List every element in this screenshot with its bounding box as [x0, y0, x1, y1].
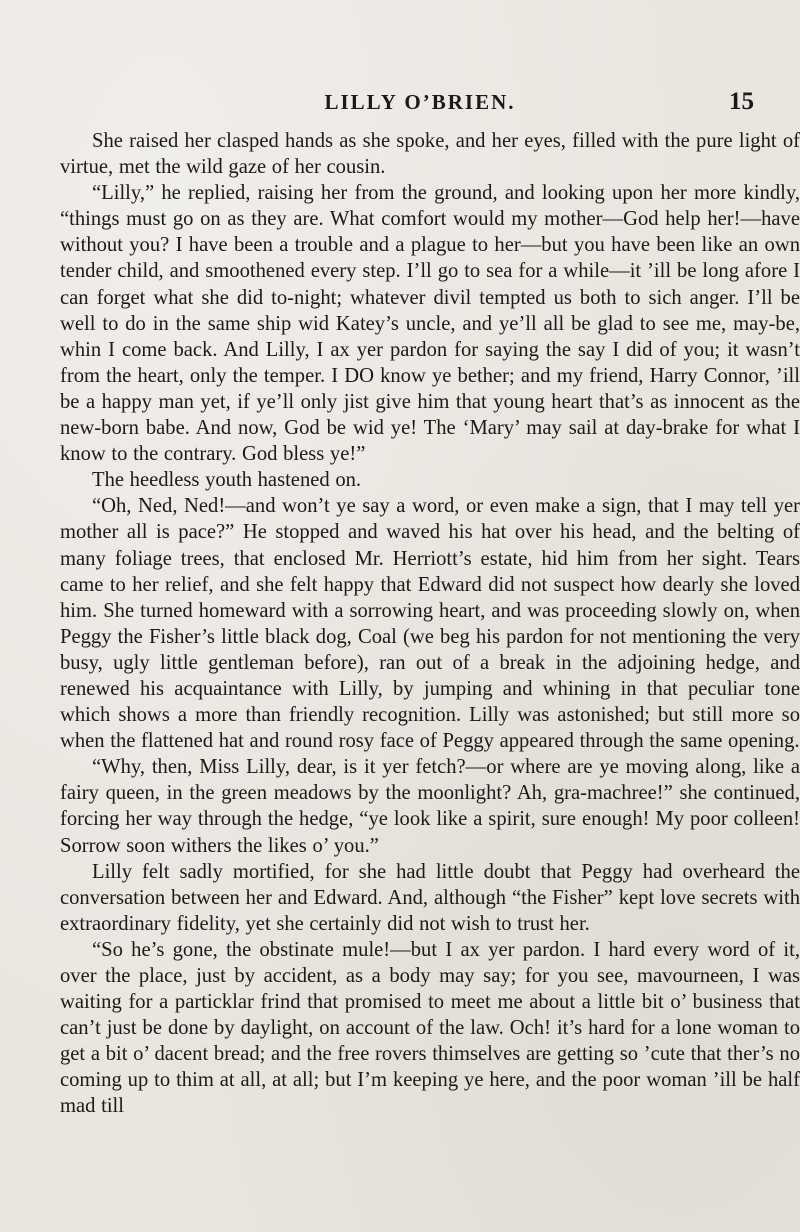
body-text [60, 128, 800, 1120]
paragraph: “Why, then, Miss Lilly, dear, is it yer fetch?—or where are ye moving along, like a fairy queen, in the green meadows by the moonlight? Ah, gra-machree!” she continued, forcing her way through the hedge, “ye look like a spirit, sure enough! My poor colleen! Sorrow soon withers the likes o’ you.” [60, 756, 800, 857]
running-title: LILLY O’BRIEN. [324, 90, 516, 114]
paragraph: The heedless youth hastened on. [92, 469, 362, 492]
paragraph: She raised her clasped hands as she spoke, and her eyes, filled with the pure light of virtue, met the wild gaze of her cousin. [60, 130, 800, 179]
running-head [60, 88, 780, 118]
paragraph: “So he’s gone, the obstinate mule!—but I ax yer pardon. I hard every word of it, over the place, just by accident, as a body may say; for you see, mavourneen, I was waiting for a particklar frind that promised to meet me about a little bit o’ business that can’t just be done by daylight, on account of the law. Och! it’s hard for a lone woman to get a bit o’ dacent bread; and the free rovers thimselves are getting so ’cute that ther’s no coming up to thim at all, at all; but I’m keeping ye here, and the poor woman ’ill be half mad till [60, 938, 800, 1118]
paragraph: Lilly felt sadly mortified, for she had little doubt that Peggy had overheard the conversation between her and Edward. And, although “the Fisher” kept love secrets with extraordinary fidelity, yet she certainly did not wish to trust her. [60, 860, 800, 935]
page-number: 15 [729, 88, 754, 115]
paragraph: “Lilly,” he replied, raising her from the ground, and looking upon her more kindly, “things must go on as they are. What comfort would my mother—God help her!—have without you? I have been a trouble and a plague to her—but you have been like an own tender child, and smoothened every step. I’ll go to sea for a while—it ’ill be long afore I can forget what she did to-night; whatever divil tempted us both to sich anger. I’ll be well to do in the same ship wid Katey’s uncle, and ye’ll all be glad to see me, may-be, whin I come back. And Lilly, I ax yer pardon for saying the say I did of you; it wasn’t from the heart, only the temper. I DO know ye bether; and my friend, Harry Connor, ’ill be a happy man yet, if ye’ll only jist give him that young heart that’s as innocent as the new-born babe. And now, God be wid ye! The ‘Mary’ may sail at day-brake for what I know to the contrary. God bless ye!” [60, 182, 800, 466]
paragraph: “Oh, Ned, Ned!—and won’t ye say a word, or even make a sign, that I may tell yer mother all is pace?” He stopped and waved his hat over his head, and the belting of many foliage trees, that enclosed Mr. Herriott’s estate, hid him from her sight. Tears came to her relief, and she felt happy that Edward did not suspect how dearly she loved him. She turned homeward with a sorrowing heart, and was proceeding slowly on, when Peggy the Fisher’s little black dog, Coal (we beg his pardon for not mentioning the very busy, ugly little gentleman before), ran out of a break in the adjoining hedge, and renewed his acquaintance with Lilly, by jumping and whining in that peculiar tone which shows a more than friendly recognition. Lilly was astonished; but still more so when the flattened hat and round rosy face of Peggy appeared through the same opening. [60, 495, 800, 753]
